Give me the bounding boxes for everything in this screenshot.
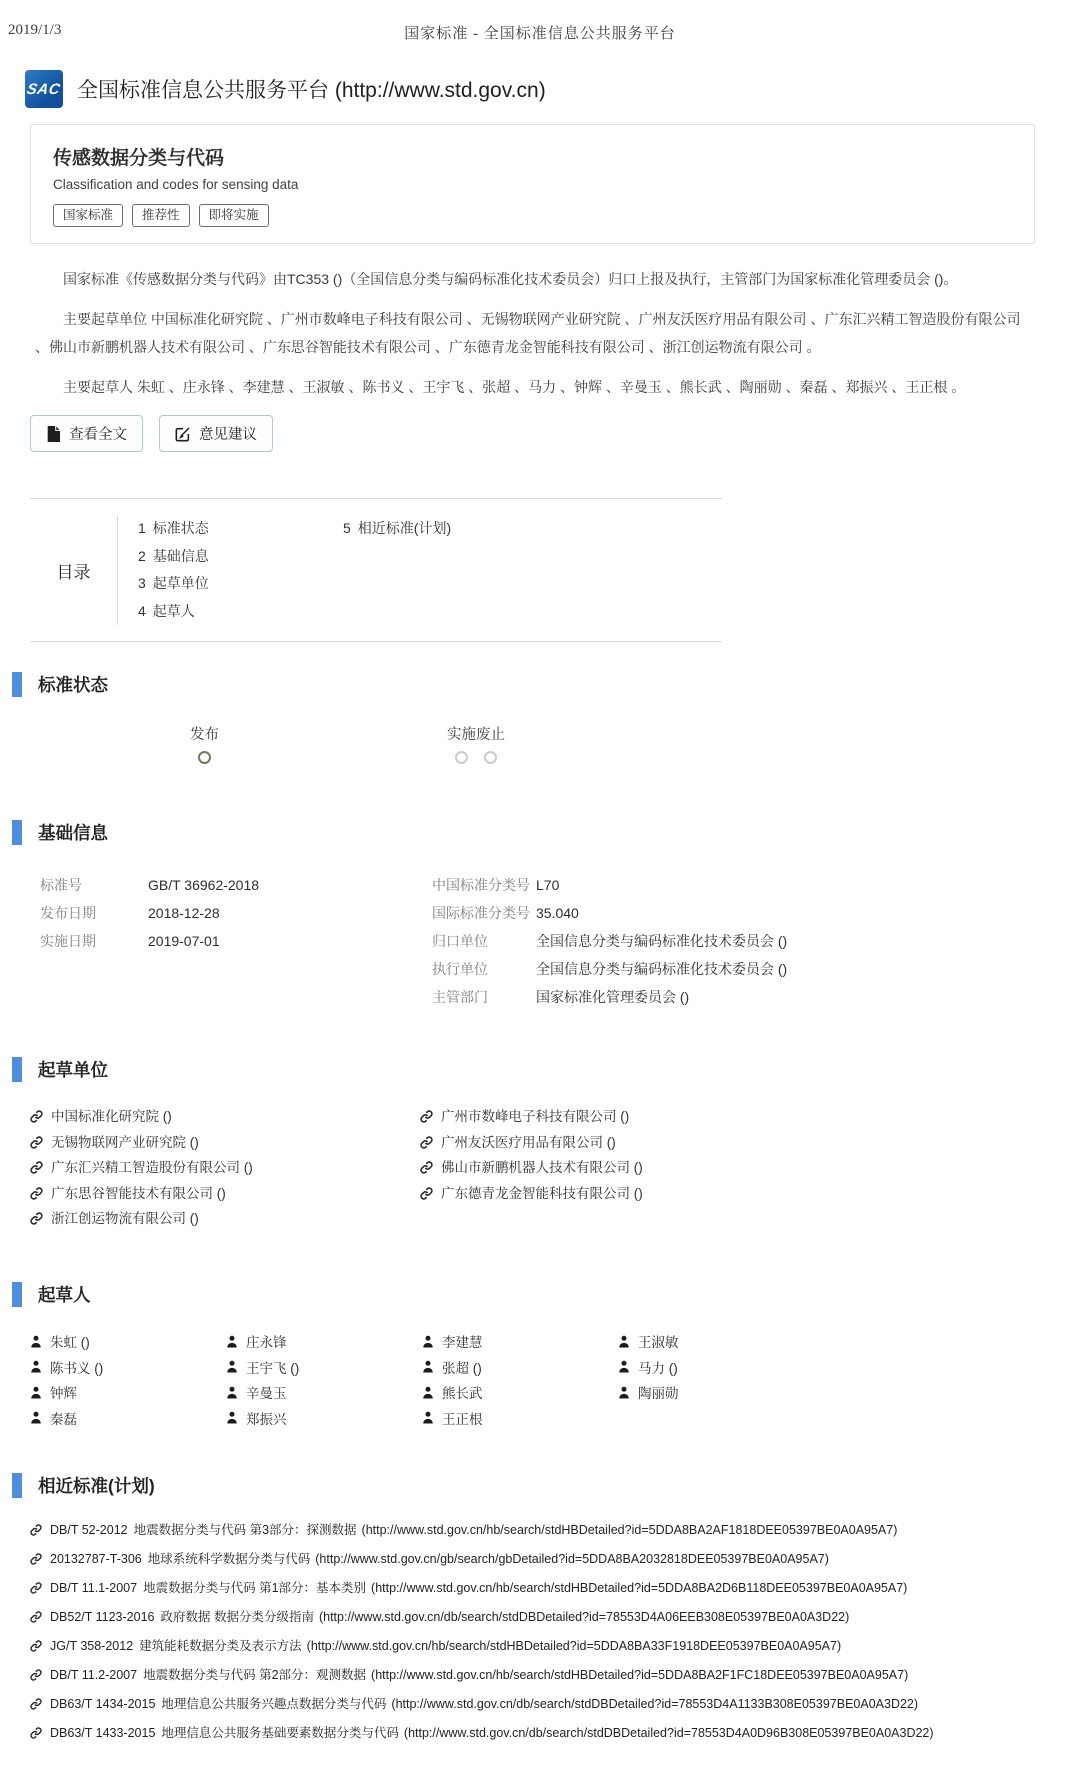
drafting-unit-link[interactable]: 浙江创运物流有限公司 ()	[30, 1206, 420, 1232]
related-standards-list	[30, 1516, 1080, 1782]
info-value: 2018-12-28	[148, 905, 220, 922]
related-standard-link[interactable]: DB52/T 1123-2016 政府数据 数据分类分级指南 (http://www.std.gov.cn/db/search/stdDBDetailed?id=78553D4A06EEB308E05397BE0A0A3D22)	[30, 1603, 1080, 1632]
tag-row	[53, 204, 1012, 227]
person-icon	[422, 1411, 434, 1424]
section-header-drafting-units	[12, 1057, 1080, 1082]
drafter-link[interactable]: 秦磊	[30, 1405, 226, 1431]
info-row	[432, 955, 787, 983]
status-option	[476, 723, 505, 764]
section-header-status	[12, 672, 1080, 697]
section-title-status: 标准状态	[38, 675, 108, 696]
toc-item[interactable]: 4 起草人	[138, 602, 195, 619]
section-title-basic-info: 基础信息	[38, 823, 108, 844]
site-title: 全国标准信息公共服务平台 (http://www.std.gov.cn)	[77, 79, 546, 102]
drafting-unit-link[interactable]: 佛山市新鹏机器人技术有限公司 ()	[420, 1155, 643, 1181]
link-icon	[420, 1110, 433, 1123]
status-option	[190, 723, 219, 764]
section-accent-bar	[12, 1057, 22, 1082]
drafter-link[interactable]: 李建慧	[422, 1329, 618, 1355]
toc-label: 目录	[30, 515, 118, 625]
info-label: 执行单位	[432, 961, 488, 978]
drafter-link[interactable]: 辛曼玉	[226, 1380, 422, 1406]
info-value: 全国信息分类与编码标准化技术委员会 ()	[536, 933, 788, 950]
status-option-label: 实施	[447, 727, 476, 744]
section-header-drafters	[12, 1282, 1080, 1307]
person-icon	[30, 1335, 42, 1348]
drafter-link[interactable]: 熊长武	[422, 1380, 618, 1406]
standard-tag: 国家标准	[53, 204, 123, 227]
drafter-link[interactable]: 张超 ()	[422, 1354, 618, 1380]
drafting-units-col-1	[30, 1104, 420, 1232]
related-standard-link[interactable]: JG/T 358-2012 建筑能耗数据分类及表示方法 (http://www.std.gov.cn/hb/search/stdHBDetailed?id=5DDA8BA33F1918DEE05397BE0A0A95A7)	[30, 1632, 1080, 1661]
drafter-link[interactable]: 王正根	[422, 1405, 618, 1431]
info-value: L70	[536, 877, 560, 894]
feedback-icon	[175, 426, 191, 442]
info-label: 发布日期	[40, 905, 96, 922]
link-icon	[420, 1161, 433, 1174]
link-icon	[30, 1582, 42, 1594]
toc-item[interactable]: 5 相近标准(计划)	[343, 520, 452, 537]
basic-info-left	[40, 871, 432, 1011]
print-date: 2019/1/3	[8, 22, 62, 38]
related-standard-link[interactable]: DB/T 11.2-2007 地震数据分类与代码 第2部分：观测数据 (http://www.std.gov.cn/hb/search/stdHBDetailed?id=5DDA8BA2F1FC18DEE05397BE0A0A95A7)	[30, 1661, 1080, 1690]
drafter-link[interactable]: 马力 ()	[618, 1354, 814, 1380]
section-accent-bar	[12, 672, 22, 697]
toc-column-2	[343, 515, 451, 625]
toc-item[interactable]: 2 基础信息	[138, 547, 209, 564]
status-option	[447, 723, 476, 764]
sac-logo-icon: SAC	[25, 70, 63, 108]
section-title-drafting-units: 起草单位	[38, 1060, 108, 1081]
standard-title-en: Classification and codes for sensing data	[53, 177, 299, 192]
person-icon	[618, 1386, 630, 1399]
link-icon	[30, 1611, 42, 1623]
info-row	[432, 871, 787, 899]
status-options	[0, 723, 1080, 764]
info-label: 中国标准分类号	[432, 877, 530, 894]
section-title-drafters: 起草人	[38, 1284, 91, 1305]
drafter-link[interactable]: 庄永锋	[226, 1329, 422, 1355]
standard-tag: 推荐性	[132, 204, 190, 227]
drafter-link[interactable]: 王淑敏	[618, 1329, 814, 1355]
toc-item[interactable]: 3 起草单位	[138, 575, 209, 592]
info-label: 归口单位	[432, 933, 488, 950]
drafting-unit-link[interactable]: 广东汇兴精工智造股份有限公司 ()	[30, 1155, 420, 1181]
intro-paragraphs	[35, 266, 1035, 401]
link-icon	[30, 1187, 43, 1200]
person-icon	[618, 1360, 630, 1373]
info-label: 国际标准分类号	[432, 905, 530, 922]
info-row	[432, 899, 787, 927]
drafting-unit-link[interactable]: 广东思谷智能技术有限公司 ()	[30, 1181, 420, 1207]
link-icon	[30, 1669, 42, 1681]
section-accent-bar	[12, 1282, 22, 1307]
link-icon	[30, 1136, 43, 1149]
link-icon	[30, 1212, 43, 1225]
drafting-units-col-2	[420, 1104, 643, 1232]
section-header-basic-info	[12, 820, 1080, 845]
drafter-link[interactable]: 郑振兴	[226, 1405, 422, 1431]
feedback-label: 意见建议	[199, 427, 257, 444]
drafter-link[interactable]: 陈书义 ()	[30, 1354, 226, 1380]
link-icon	[30, 1161, 43, 1174]
info-row	[432, 983, 787, 1011]
standard-title-cn: 传感数据分类与代码	[53, 148, 225, 169]
info-label: 主管部门	[432, 989, 488, 1006]
person-icon	[422, 1335, 434, 1348]
drafting-unit-link[interactable]: 广州市数峰电子科技有限公司 ()	[420, 1104, 643, 1130]
basic-info-right	[432, 871, 787, 1011]
print-page-title: 国家标准 - 全国标准信息公共服务平台	[404, 26, 676, 42]
person-icon	[30, 1360, 42, 1373]
site-header	[25, 70, 1080, 108]
link-icon	[30, 1110, 43, 1123]
document-icon	[46, 426, 61, 442]
person-icon	[226, 1335, 238, 1348]
drafter-link[interactable]: 朱虹 ()	[30, 1329, 226, 1355]
drafting-unit-link[interactable]: 无锡物联网产业研究院 ()	[30, 1130, 420, 1156]
person-icon	[618, 1335, 630, 1348]
related-standard-link[interactable]: DB63/T 1433-2015 地理信息公共服务基础要素数据分类与代码 (http://www.std.gov.cn/db/search/stdDBDetailed?id=78553D4A0D96B308E05397BE0A0A3D22)	[30, 1719, 1080, 1748]
info-value: 全国信息分类与编码标准化技术委员会 ()	[536, 961, 788, 978]
basic-info-grid	[40, 871, 1080, 1011]
info-value: 35.040	[536, 905, 579, 922]
link-icon	[30, 1698, 42, 1710]
link-icon	[420, 1187, 433, 1200]
standard-title-card	[30, 124, 1035, 244]
info-row	[432, 927, 787, 955]
section-title-related-standards: 相近标准(计划)	[38, 1475, 155, 1496]
actions-row	[30, 415, 1080, 452]
drafting-units-grid	[30, 1104, 1080, 1232]
print-header	[0, 0, 1080, 44]
related-standard-link[interactable]: 20132787-T-306 地球系统科学数据分类与代码 (http://www.std.gov.cn/gb/search/gbDetailed?id=5DDA8BA2032818DEE05397BE0A0A95A7)	[30, 1545, 1080, 1574]
related-standard-link[interactable]: DB63/T 1434-2015 地理信息公共服务兴趣点数据分类与代码 (http://www.std.gov.cn/db/search/stdDBDetailed?id=78553D4A1133B308E05397BE0A0A3D22)	[30, 1690, 1080, 1719]
section-header-related-standards	[12, 1473, 1080, 1498]
drafting-unit-link[interactable]: 广东德青龙金智能科技有限公司 ()	[420, 1181, 643, 1207]
feedback-button[interactable]	[159, 415, 273, 452]
view-fulltext-button[interactable]	[30, 415, 143, 452]
link-icon	[30, 1640, 42, 1652]
person-icon	[422, 1360, 434, 1373]
person-icon	[30, 1386, 42, 1399]
status-option-label: 废止	[476, 727, 505, 744]
info-row	[40, 871, 432, 899]
person-icon	[30, 1411, 42, 1424]
person-icon	[422, 1386, 434, 1399]
toc	[30, 498, 722, 642]
drafting-unit-link[interactable]: 中国标准化研究院 ()	[30, 1104, 420, 1130]
info-value: GB/T 36962-2018	[148, 877, 260, 894]
drafter-link[interactable]: 陶丽勋	[618, 1380, 814, 1406]
info-label: 实施日期	[40, 933, 96, 950]
drafting-unit-link[interactable]: 广州友沃医疗用品有限公司 ()	[420, 1130, 643, 1156]
standard-tag: 即将实施	[199, 204, 269, 227]
info-row	[40, 899, 432, 927]
section-accent-bar	[12, 820, 22, 845]
link-icon	[30, 1727, 42, 1739]
info-value: 2019-07-01	[148, 933, 220, 950]
intro-paragraph: 国家标准《传感数据分类与代码》由TC353 ()（全国信息分类与编码标准化技术委员会）归口上报及执行，主管部门为国家标准化管理委员会 ()。	[63, 271, 958, 287]
drafter-link[interactable]: 王宇飞 ()	[226, 1354, 422, 1380]
info-row	[40, 927, 432, 955]
link-icon	[30, 1524, 42, 1536]
toc-column-1	[138, 515, 343, 625]
status-radio[interactable]	[198, 751, 211, 764]
person-icon	[226, 1360, 238, 1373]
info-value: 国家标准化管理委员会 ()	[536, 989, 690, 1006]
status-radio[interactable]	[484, 751, 497, 764]
person-icon	[226, 1386, 238, 1399]
status-radio[interactable]	[455, 751, 468, 764]
info-label: 标准号	[40, 877, 82, 894]
toc-item[interactable]: 1 标准状态	[138, 520, 209, 537]
drafters-grid	[30, 1329, 1080, 1431]
related-standard-link[interactable]: DB/T 11.1-2007 地震数据分类与代码 第1部分：基本类别 (http://www.std.gov.cn/hb/search/stdHBDetailed?id=5DDA8BA2D6B118DEE05397BE0A0A95A7)	[30, 1574, 1080, 1603]
link-icon	[420, 1136, 433, 1149]
link-icon	[30, 1553, 42, 1565]
drafter-link[interactable]: 钟辉	[30, 1380, 226, 1406]
person-icon	[226, 1411, 238, 1424]
status-option-label: 发布	[190, 727, 219, 744]
intro-paragraph: 主要起草人 朱虹 、庄永锋 、李建慧 、王淑敏 、陈书义 、王宇飞 、张超 、马力 、钟辉 、辛曼玉 、熊长武 、陶丽勋 、秦磊 、郑振兴 、王正根 。	[63, 378, 966, 395]
related-standard-link[interactable]: DB/T 52-2012 地震数据分类与代码 第3部分：探测数据 (http://www.std.gov.cn/hb/search/stdHBDetailed?id=5DDA8BA2AF1818DEE05397BE0A0A95A7)	[30, 1516, 1080, 1545]
section-accent-bar	[12, 1473, 22, 1498]
view-fulltext-label: 查看全文	[69, 427, 127, 444]
intro-paragraph: 主要起草单位 中国标准化研究院 、广州市数峰电子科技有限公司 、无锡物联网产业研究院 、广州友沃医疗用品有限公司 、广东汇兴精工智造股份有限公司 、佛山市新鹏机器人技术有限公司 、广东思谷智能技术有限公司 、广东德青龙金智能科技有限公司 、浙江创运物流有限公司 。	[35, 311, 1021, 355]
